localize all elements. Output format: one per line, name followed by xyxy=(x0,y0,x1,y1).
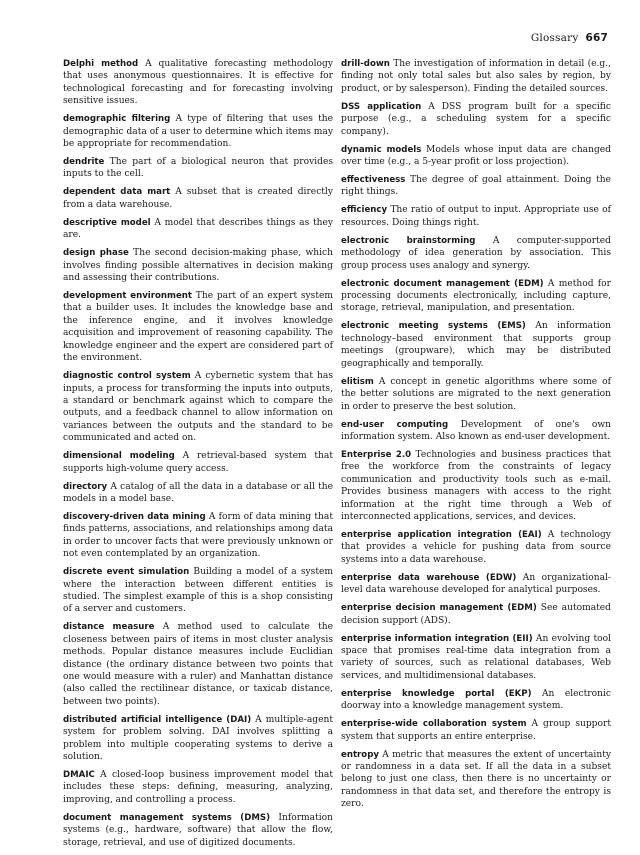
glossary-entry xyxy=(63,186,333,211)
glossary-term: enterprise-wide collaboration system xyxy=(341,719,527,730)
glossary-right-column xyxy=(341,58,611,816)
glossary-term: enterprise data warehouse (EDW) xyxy=(341,572,517,583)
page-number: 667 xyxy=(585,32,608,44)
glossary-entry xyxy=(63,621,333,708)
glossary-term: discovery-driven data mining xyxy=(63,511,206,522)
glossary-term: enterprise application integration (EAI) xyxy=(341,529,542,540)
glossary-entry xyxy=(341,58,611,95)
glossary-definition: The ratio of output to input. Appropriate use of resources. Doing things right. xyxy=(341,205,611,228)
glossary-definition: A cybernetic system that has inputs, a process for transforming the inputs into outputs, a standard or benchmark against which to compare the outputs, and a feedback channel to allow information on variances between the outputs and the standard to be communicated and acted on. xyxy=(63,371,333,444)
glossary-entry xyxy=(63,370,333,444)
glossary-term: end-user computing xyxy=(341,419,449,430)
glossary-entry xyxy=(341,419,611,444)
glossary-term: dependent data mart xyxy=(63,187,171,198)
glossary-term: electronic document management (EDM) xyxy=(341,278,544,289)
glossary-term: entropy xyxy=(341,749,379,760)
glossary-term: enterprise knowledge portal (EKP) xyxy=(341,688,532,699)
glossary-term: Enterprise 2.0 xyxy=(341,449,412,460)
glossary-entry xyxy=(341,278,611,315)
glossary-term: document management systems (DMS) xyxy=(63,812,271,823)
glossary-term: DMAIC xyxy=(63,770,95,781)
glossary-entry xyxy=(341,144,611,169)
glossary-entry xyxy=(341,204,611,229)
glossary-entry xyxy=(341,449,611,523)
glossary-entry xyxy=(63,714,333,764)
glossary-term: drill-down xyxy=(341,59,390,69)
glossary-definition: Models whose input data are changed over time (e.g., a 5-year profit or loss projection). xyxy=(341,144,611,168)
glossary-term: descriptive model xyxy=(63,217,151,228)
glossary-entry xyxy=(63,812,333,849)
glossary-definition: Information systems (e.g., hardware, software) that allow the flow, storage, retrieval, and use of digitized documents. xyxy=(63,812,333,848)
glossary-definition: A DSS program built for a specific purpose (e.g., a scheduling system for a specific company). xyxy=(341,101,611,137)
glossary-entry xyxy=(63,156,333,181)
glossary-term: elitism xyxy=(341,376,374,387)
glossary-term: DSS application xyxy=(341,101,422,112)
glossary-definition: A closed-loop business improvement model that includes these steps: defining, measuring, analyzing, improving, and controlling a process. xyxy=(63,770,333,805)
glossary-entry xyxy=(341,633,611,683)
glossary-entry xyxy=(341,718,611,743)
glossary-term: efficiency xyxy=(341,205,388,216)
glossary-entry xyxy=(341,320,611,370)
glossary-definition: A form of data mining that finds patterns, associations, and relationships among data in order to uncover facts that were previously unknown or not even contemplated by an organization. xyxy=(63,511,333,560)
glossary-definition: The second decision-making phase, which involves finding possible alternatives in decision making and assessing their contributions. xyxy=(63,248,333,284)
glossary-entry xyxy=(63,217,333,242)
glossary-definition: A technology that provides a vehicle for pushing data from source systems into a data warehouse. xyxy=(341,529,611,565)
glossary-entry xyxy=(341,376,611,413)
glossary-entry xyxy=(341,688,611,713)
glossary-term: discrete event simulation xyxy=(63,567,190,578)
glossary-left-column xyxy=(63,58,333,855)
glossary-definition: A subset that is created directly from a data warehouse. xyxy=(63,187,333,210)
page-header xyxy=(531,32,608,44)
glossary-term: dimensional modeling xyxy=(63,451,175,462)
glossary-entry xyxy=(63,113,333,150)
glossary-definition: A computer-supported methodology of idea generation by association. This group process uses analogy and synergy. xyxy=(341,235,611,271)
glossary-definition: An information technology–based environment that supports group meetings (groupware), which may be distributed geographically and temporally. xyxy=(341,321,611,369)
glossary-definition: An evolving tool space that promises real-time data integration from a variety of sources, such as relational databases, Web services, and multidimensional databases. xyxy=(341,633,611,681)
glossary-definition: Development of one's own information system. Also known as end-user development. xyxy=(341,419,611,442)
glossary-entry xyxy=(341,572,611,597)
glossary-definition: A concept in genetic algorithms where some of the better solutions are migrated to the next generation in order to preserve the best solution. xyxy=(341,376,611,412)
glossary-term: enterprise decision management (EDM) xyxy=(341,603,537,614)
glossary-entry xyxy=(341,235,611,272)
glossary-definition: Technologies and business practices that free the workforce from the constraints of legacy communication and productivity tools such as e-mail. Provides business managers with access to the right information at the right time through a Web of interconnected applications, services, and devices. xyxy=(341,449,611,522)
glossary-term: design phase xyxy=(63,248,129,259)
glossary-definition: The part of a biological neuron that provides inputs to the cell. xyxy=(63,157,333,180)
glossary-term: enterprise information integration (EII) xyxy=(341,633,533,644)
glossary-term: electronic brainstorming xyxy=(341,235,476,246)
glossary-definition: A method used to calculate the closeness between pairs of items in most cluster analysis methods. Popular distance measures include Euclidian distance (the ordinary distance between two points that one would measure with a ruler) and Manhattan distance (also called the rectilinear distance, or taxicab distance, between two points). xyxy=(63,622,333,707)
glossary-definition: See automated decision support (ADS). xyxy=(341,603,611,626)
glossary-definition: A method for processing documents electronically, including capture, storage, retrieval, manipulation, and presentation. xyxy=(341,278,611,314)
glossary-term: development environment xyxy=(63,291,193,302)
glossary-term: distance measure xyxy=(63,622,155,633)
glossary-term: electronic meeting systems (EMS) xyxy=(341,321,526,332)
glossary-entry xyxy=(341,101,611,138)
glossary-definition: A type of filtering that uses the demographic data of a user to determine which items may be appropriate for recommendation. xyxy=(63,114,333,150)
glossary-entry xyxy=(63,511,333,561)
glossary-entry xyxy=(63,769,333,806)
glossary-entry xyxy=(63,247,333,284)
glossary-definition: An organizational-level data warehouse developed for analytical purposes. xyxy=(341,572,611,596)
glossary-definition: A retrieval-based system that supports high-volume query access. xyxy=(63,451,333,474)
glossary-definition: A multiple-agent system for problem solving. DAI involves splitting a problem into multiple cooperating systems to derive a solution. xyxy=(63,714,334,763)
glossary-term: diagnostic control system xyxy=(63,371,191,382)
glossary-term: demographic filtering xyxy=(63,114,171,125)
glossary-entry xyxy=(341,174,611,199)
glossary-entry xyxy=(63,58,333,108)
glossary-entry xyxy=(341,602,611,627)
glossary-entry xyxy=(341,529,611,566)
glossary-definition: The degree of goal attainment. Doing the right things. xyxy=(341,175,611,198)
glossary-definition: A catalog of all the data in a database or all the models in a model base. xyxy=(63,481,333,504)
glossary-definition: Building a model of a system where the interaction between different entities is studied. The simplest example of this is a shop consisting of a server and customers. xyxy=(63,567,333,615)
running-head-title: Glossary xyxy=(530,32,579,44)
glossary-definition: A model that describes things as they are. xyxy=(63,217,333,241)
glossary-term: dynamic models xyxy=(341,144,422,155)
glossary-entry xyxy=(63,450,333,475)
glossary-definition: A qualitative forecasting methodology that uses anonymous questionnaires. It is effective for technological forecasting and for forecasting involving sensitive issues. xyxy=(63,59,333,107)
glossary-definition: A metric that measures the extent of uncertainty or randomness in a data set. If all the data in a subset belong to just one class, then there is no uncertainty or randomness in that data set, and therefore the entropy is zero. xyxy=(341,749,611,810)
glossary-entry xyxy=(341,749,611,811)
glossary-entry xyxy=(63,290,333,364)
glossary-definition: An electronic doorway into a knowledge management system. xyxy=(341,688,611,712)
glossary-term: directory xyxy=(63,481,108,492)
glossary-term: Delphi method xyxy=(63,59,139,69)
glossary-entry xyxy=(63,481,333,506)
glossary-term: dendrite xyxy=(63,157,105,168)
glossary-definition: The investigation of information in detail (e.g., finding not only total sales but also sales by region, by product, or by salesperson). Finding the detailed sources. xyxy=(341,59,611,94)
glossary-definition: The part of an expert system that a builder uses. It includes the knowledge base and the inference engine, and it involves knowledge acquisition and improvement of reasoning capability. The knowledge engineer and the expert are considered part of the environment. xyxy=(63,291,333,364)
glossary-term: effectiveness xyxy=(341,175,406,186)
glossary-term: distributed artificial intelligence (DAI) xyxy=(63,714,252,725)
glossary-definition: A group support system that supports an entire enterprise. xyxy=(341,719,611,742)
glossary-entry xyxy=(63,566,333,616)
